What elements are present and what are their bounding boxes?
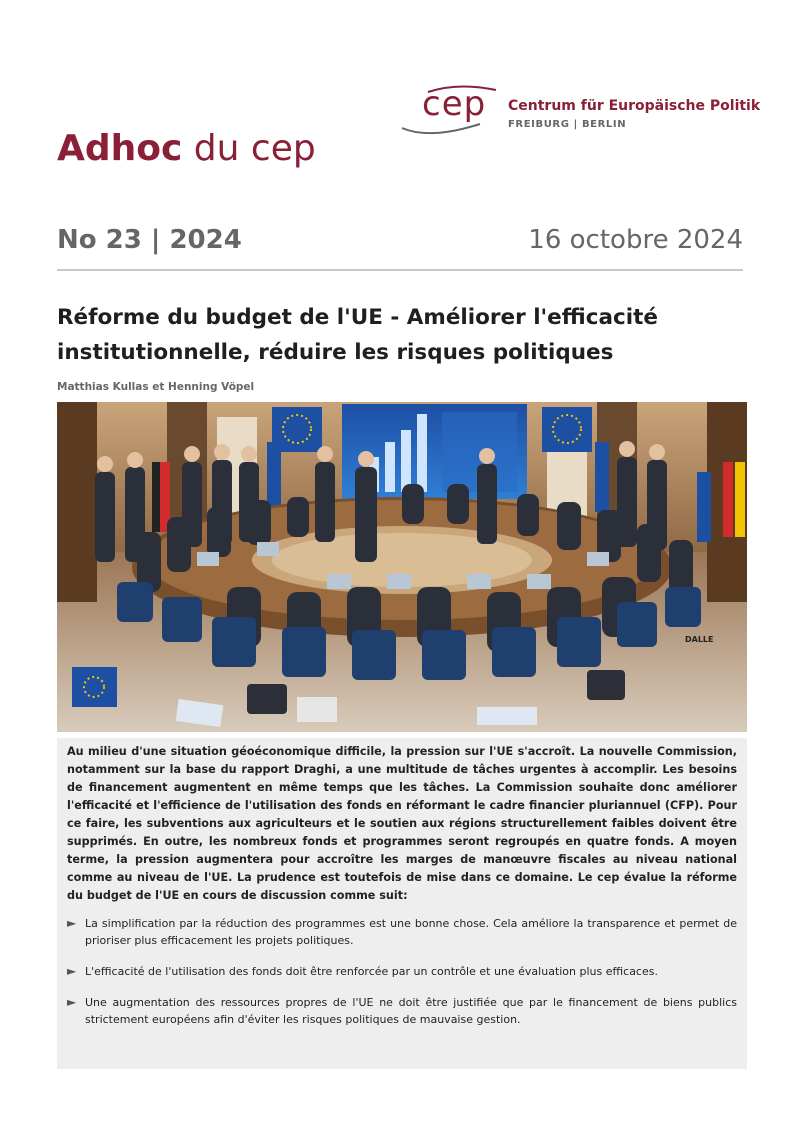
org-name: Centrum für Europäische Politik [508,98,761,114]
summary-box [57,738,747,1069]
article-title [57,300,747,370]
summary-bullet-2-text: L'efficacité de l'utilisation des fonds doit être renforcée par un contrôle et une évaluation plus efficaces. [85,965,658,978]
header-divider [57,269,743,271]
article-authors: Matthias Kullas et Henning Vöpel [57,381,255,393]
summary-bullet-3 [67,994,737,1028]
meeting-room-illustration [57,402,747,732]
publication-date: 16 octobre 2024 [528,225,743,255]
summary-intro: Au milieu d'une situation géoéconomique difficile, la pression sur l'UE s'accroît. La nouvelle Commission, notamment sur la base du rapport Draghi, a une multitude de tâches urgentes à accomplir. Les besoins de financement augmentent en même temps que les tâches. La Commission souhaite donc améliorer l'efficacité et l'efficience de l'utilisation des fonds en réformant le cadre financier pluriannuel (CFP). Pour ce faire, les subventions aux agriculteurs et le soutien aux régions structurellement faibles doivent être supprimés. En outre, les nombreux fonds et programmes seront regroupés en quatre fonds. A moyen terme, la pression augmentera pour accroître les marges de manœuvre fiscales au niveau national comme au niveau de l'UE. La prudence est toutefois de mise dans ce domaine. Le cep évalue la réforme du budget de l'UE en cours de discussion comme suit: [67,745,737,902]
article-title-line-2: institutionnelle, réduire les risques politiques [57,340,614,365]
series-title-bold: Adhoc [57,128,183,169]
summary-bullets [67,915,737,1028]
logo-wordmark: cep [422,84,487,124]
issue-number: No 23 | 2024 [57,225,242,255]
image-signature: DALLE [685,635,714,644]
summary-bullet-1-text: La simplification par la réduction des programmes est une bonne chose. Cela améliore la transparence et permet de prioriser plus efficacement les projets politiques. [85,917,737,947]
summary-bullet-2 [67,963,737,980]
cep-logo [400,84,761,144]
triangle-right-icon: ► [67,995,77,1009]
article-title-line-1: Réforme du budget de l'UE - Améliorer l'efficacité [57,305,658,330]
summary-bullet-1 [67,915,737,949]
triangle-right-icon: ► [67,916,77,930]
summary-bullet-3-text: Une augmentation des ressources propres de l'UE ne doit être justifiée que par le financement de biens publics strictement européens afin d'éviter les risques politiques de mauvaise gestion. [85,996,737,1026]
org-cities: FREIBURG | BERLIN [508,119,627,130]
series-title [57,128,316,169]
series-title-rest: du cep [182,128,316,169]
triangle-right-icon: ► [67,964,77,978]
cover-illustration [57,402,747,732]
